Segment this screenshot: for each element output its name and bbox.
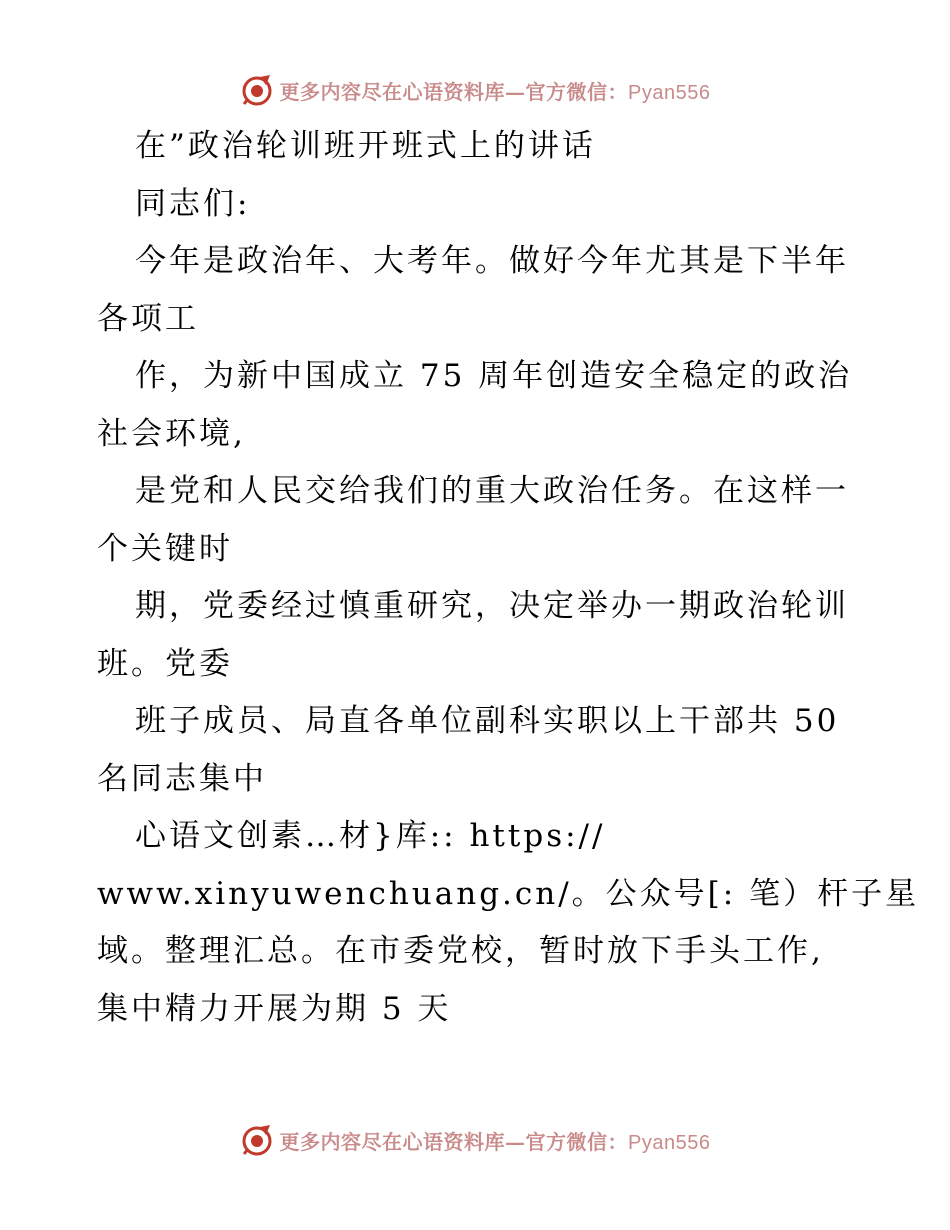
doc-line-title: 在”政治轮训班开班式上的讲话 bbox=[135, 128, 596, 164]
header-banner bbox=[0, 70, 950, 110]
doc-line: 域。整理汇总。在市委党校，暂时放下手头工作, bbox=[97, 933, 824, 969]
doc-line: 班子成员、局直各单位副科实职以上干部共 50 bbox=[135, 703, 840, 739]
banner-wechat-label: 官方微信： bbox=[525, 79, 629, 104]
document-body bbox=[97, 118, 920, 1038]
doc-line: 各项工 bbox=[97, 300, 199, 337]
banner-wechat-id: Pyan556 bbox=[628, 81, 711, 104]
doc-line: 心语文创素…材}库:: https:// bbox=[135, 818, 606, 854]
doc-line: 今年是政治年、大考年。做好今年尤其是下半年 bbox=[135, 243, 849, 279]
doc-line: 是党和人民交给我们的重大政治任务。在这样一 bbox=[135, 473, 849, 509]
doc-line: 作，为新中国成立 75 周年创造安全稳定的政治 bbox=[135, 358, 853, 394]
banner-text bbox=[280, 1126, 711, 1155]
doc-line: 集中精力开展为期 5 天 bbox=[97, 990, 452, 1027]
doc-line: www.xinyuwenchuang.cn/。公众号[: 笔）杆子星 bbox=[97, 875, 920, 912]
banner-main-text: 更多内容尽在心语资料库 bbox=[279, 1129, 506, 1154]
doc-line: 社会环境, bbox=[97, 415, 246, 452]
banner-separator: — bbox=[505, 1129, 526, 1154]
doc-line: 班。党委 bbox=[97, 645, 233, 682]
doc-line: 个关键时 bbox=[97, 530, 233, 567]
banner-separator: — bbox=[505, 79, 526, 104]
logo-icon bbox=[240, 73, 274, 107]
banner-text bbox=[280, 76, 711, 105]
banner-wechat-label: 官方微信： bbox=[525, 1129, 629, 1154]
banner-wechat-id: Pyan556 bbox=[628, 1131, 711, 1154]
banner-content bbox=[240, 73, 711, 107]
doc-line: 名同志集中 bbox=[97, 760, 267, 797]
footer-banner bbox=[0, 1120, 950, 1160]
banner-content bbox=[240, 1123, 711, 1157]
logo-icon bbox=[240, 1123, 274, 1157]
doc-line-salutation: 同志们: bbox=[135, 185, 251, 222]
doc-line: 期，党委经过慎重研究，决定举办一期政治轮训 bbox=[135, 588, 849, 624]
banner-main-text: 更多内容尽在心语资料库 bbox=[279, 79, 506, 104]
